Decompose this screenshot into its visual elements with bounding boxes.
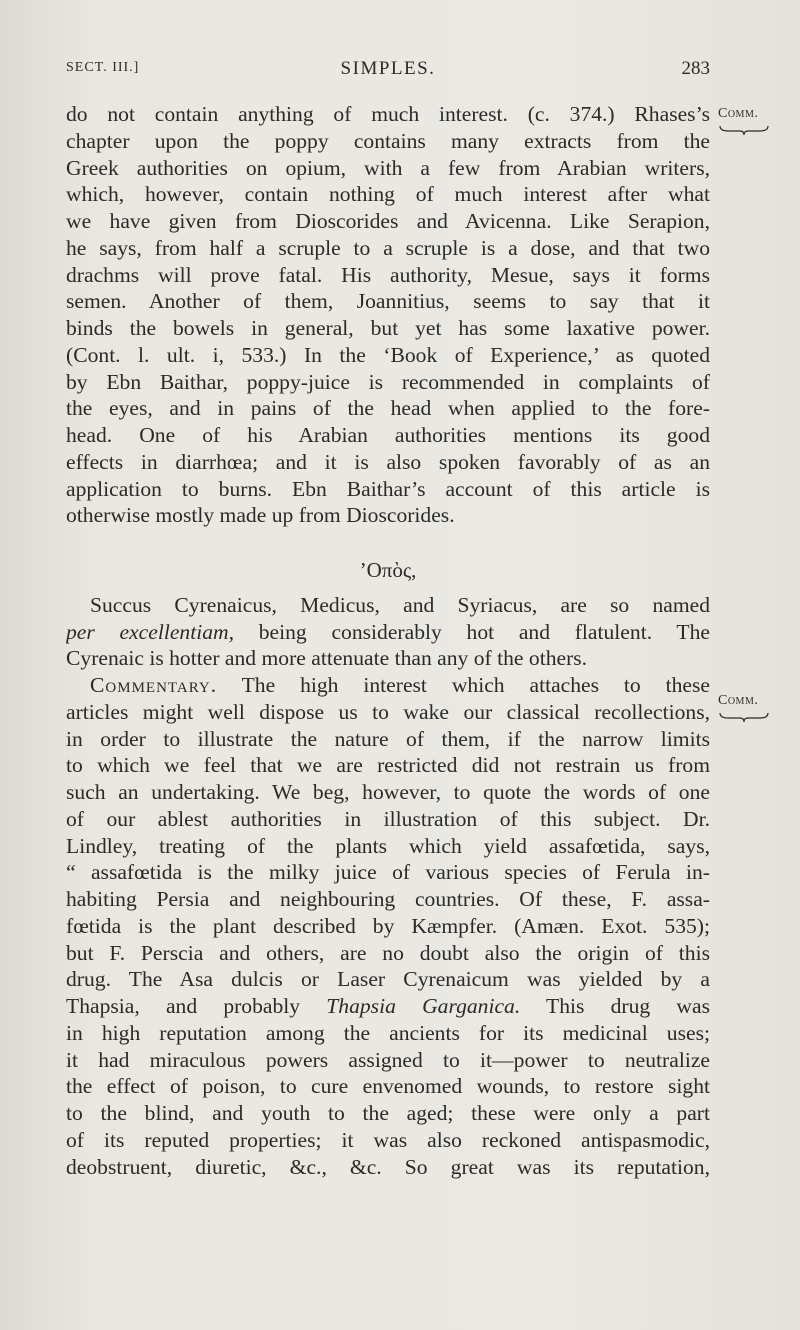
text-line: of its reputed properties; it was also reckoned antispasmodic,	[66, 1127, 710, 1152]
text-line: deobstruent, diuretic, &c., &c. So great was its reputation,	[66, 1154, 710, 1179]
text-segment: being considerably hot and flatulent. The	[234, 619, 710, 644]
paragraph-commentary	[66, 672, 710, 1180]
text-segment: The high interest which attaches to these	[217, 673, 710, 697]
text-line: effects in diarrhœa; and it is also spoken favorably of as an	[66, 449, 710, 474]
text-line	[66, 619, 710, 646]
text-line: chapter upon the poppy contains many extracts from the	[66, 128, 710, 153]
text-line	[66, 993, 710, 1020]
text-line: drachms will prove fatal. His authority, Mesue, says it forms	[66, 262, 710, 287]
text-line: habiting Persia and neighbouring countries. Of these, F. assa-	[66, 887, 710, 911]
text-line: he says, from half a scruple to a scruple is a dose, and that two	[66, 235, 710, 260]
text-line: application to burns. Ebn Baithar’s account of this article is	[66, 476, 710, 501]
text-line	[66, 672, 710, 699]
text-line: (Cont. l. ult. i, 533.) In the ‘Book of Experience,’ as quoted	[66, 342, 710, 367]
page-number: 283	[681, 58, 710, 79]
italic-phrase: Thapsia Garganica.	[326, 994, 521, 1018]
text-line: of our ablest authorities in illustration of this subject. Dr.	[66, 806, 710, 831]
margin-note-comm-1	[718, 106, 788, 136]
brace-icon	[718, 711, 770, 723]
text-line: we have given from Dioscorides and Avicenna. Like Serapion,	[66, 209, 710, 233]
section-heading: ’Οπὸς,	[359, 558, 417, 582]
text-line: fœtida is the plant described by Kæmpfer. (Amæn. Exot. 535);	[66, 913, 710, 938]
text-line: Cyrenaic is hotter and more attenuate than any of the others.	[66, 646, 588, 671]
margin-note-label: Comm.	[718, 106, 759, 121]
paragraph-opos	[66, 592, 710, 672]
text-segment: Thapsia, and probably	[66, 994, 327, 1018]
margin-note-label: Comm.	[718, 693, 759, 708]
margin-note-comm-2	[718, 693, 788, 723]
text-line: head. One of his Arabian authorities mentions its good	[66, 423, 710, 447]
text-line: in high reputation among the ancients for its medicinal uses;	[66, 1020, 710, 1045]
text-line: it had miraculous powers assigned to it—power to neutralize	[66, 1047, 710, 1072]
text-segment: This drug was	[520, 994, 710, 1018]
brace-icon	[718, 124, 770, 136]
text-line: do not contain anything of much interest. (c. 374.) Rhases’s	[66, 102, 710, 126]
text-line: Greek authorities on opium, with a few from Arabian writers,	[66, 155, 710, 180]
text-line: binds the bowels in general, but yet has some laxative power.	[66, 316, 710, 340]
running-title: SIMPLES.	[340, 58, 436, 79]
text-line: “ assafœtida is the milky juice of various species of Ferula in-	[66, 860, 710, 885]
text-line: such an undertaking. We beg, however, to quote the words of one	[66, 780, 710, 804]
text-line: by Ebn Baithar, poppy-juice is recommended in complaints of	[66, 369, 710, 394]
text-line: but F. Perscia and others, are no doubt also the origin of this	[66, 940, 710, 965]
italic-phrase: per excellentiam,	[66, 619, 235, 644]
text-line: in order to illustrate the nature of them, if the narrow limits	[66, 726, 710, 751]
paragraph-poppy	[66, 101, 710, 529]
text-line: Lindley, treating of the plants which yield assafœtida, says,	[66, 833, 710, 858]
running-head	[66, 58, 710, 84]
text-line: to the blind, and youth to the aged; these were only a part	[66, 1101, 710, 1125]
text-line: drug. The Asa dulcis or Laser Cyrenaicum was yielded by a	[66, 967, 710, 992]
text-line: to which we feel that we are restricted did not restrain us from	[66, 753, 710, 778]
text-line: articles might well dispose us to wake our classical recollections,	[66, 699, 710, 724]
section-label: SECT. III.]	[66, 60, 140, 75]
body-text	[66, 101, 710, 1180]
text-line: semen. Another of them, Joannitius, seems to say that it	[66, 289, 710, 314]
text-line: otherwise mostly made up from Dioscorides.	[66, 503, 455, 528]
commentary-label: Commentary.	[90, 673, 218, 697]
text-line: the effect of poison, to cure envenomed wounds, to restore sight	[66, 1074, 710, 1099]
text-line: the eyes, and in pains of the head when applied to the fore-	[66, 396, 710, 421]
text-line: Succus Cyrenaicus, Medicus, and Syriacus, are so named	[90, 592, 710, 617]
text-line: which, however, contain nothing of much interest after what	[66, 182, 710, 207]
